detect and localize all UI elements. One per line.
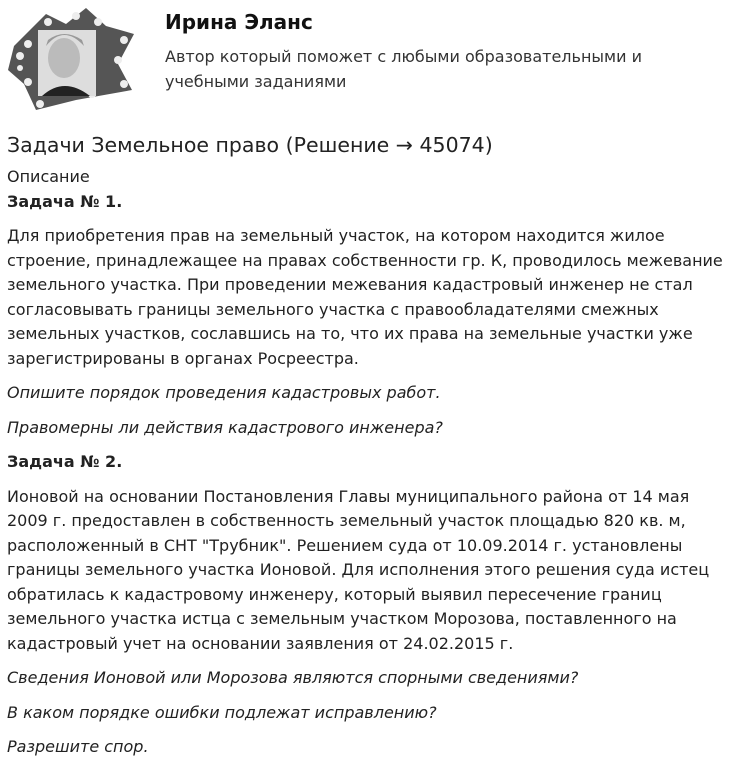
task-question: Сведения Ионовой или Морозова являются спорными сведениями? bbox=[7, 668, 579, 687]
article bbox=[7, 131, 725, 770]
task-question: Разрешите спор. bbox=[7, 737, 149, 756]
author-name: Ирина Эланс bbox=[165, 10, 313, 34]
author-description: Автор который поможет с любыми образовательными и учебными заданиями bbox=[165, 47, 642, 91]
article-title: Задачи Земельное право (Решение → 45074) bbox=[7, 133, 493, 157]
task-question: В каком порядке ошибки подлежат исправлению? bbox=[7, 702, 437, 722]
task-text: Ионовой на основании Постановления Главы муниципального района от 14 мая 2009 г. предоставлен в собственность земельный участок площадью 820 кв. м, расположенный в СНТ "Трубник". Решением суда от 10.09.2014 г. установлены границы земельного участка Ионовой. Для исполнения этого решения суда истец обратилась к кадастровому инженеру, который выявил пересечение границ земельного участка истца с земельным участком Морозова, поставленного на кадастровый учет на основании заявления от 24.02.2015 г. bbox=[7, 486, 710, 653]
task-heading: Задача № 1. bbox=[7, 191, 123, 211]
section-label: Описание bbox=[7, 167, 90, 186]
task-heading: Задача № 2. bbox=[7, 452, 123, 471]
task-text: Для приобретения прав на земельный участок, на котором находится жилое строение, принадлежащее на правах собственности гр. К, проводилось межевание земельного участка. При проведении межевания кадастровый инженер не стал согласовывать границы земельного участка с правообладателями смежных земельных участков, сославшись на то, что их права на земельные участки уже зарегистрированы в органах Росреестра. bbox=[7, 226, 723, 368]
task-question: Опишите порядок проведения кадастровых работ. bbox=[7, 383, 441, 402]
author-avatar bbox=[6, 6, 140, 112]
task-question: Правомерны ли действия кадастрового инженера? bbox=[7, 417, 443, 437]
